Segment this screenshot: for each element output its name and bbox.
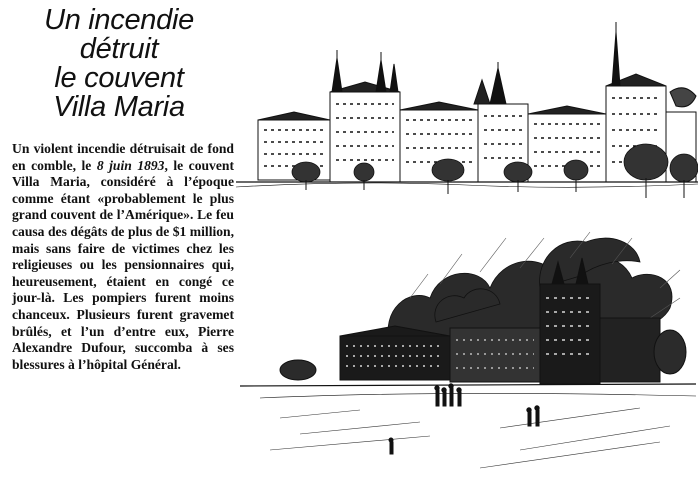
fire-illustration xyxy=(240,228,696,480)
body-text-part: , le couvent Villa Maria, considéré à l’époque comme étant «probablement le plus grand couvent de l’Amérique». Le feu causa des dégâts de plus de $1 million, mais sans faire de victimes chez les religieuses ou les pensionnaires qui, heureusement, étaient en congé ce jour-là. Les pompiers furent moins chanceux. Plusieurs furent gravemet brûlés, et l’un d’entre eux, Pierre Alexandre Dufour, succomba à ses blessures à l’hôpital Général. xyxy=(12,157,234,372)
headline-line: détruit xyxy=(79,33,159,65)
headline-line: le couvent xyxy=(54,62,184,94)
headline-line: Villa Maria xyxy=(53,91,185,123)
article-body xyxy=(12,141,234,373)
headline xyxy=(6,6,232,122)
body-text-part: Un violent incendie détruisait de fond en comble, le xyxy=(12,141,234,173)
fire-date: 8 juin 1893 xyxy=(96,157,165,173)
convent-illustration xyxy=(236,22,698,220)
headline-line: Un incendie xyxy=(44,4,194,36)
